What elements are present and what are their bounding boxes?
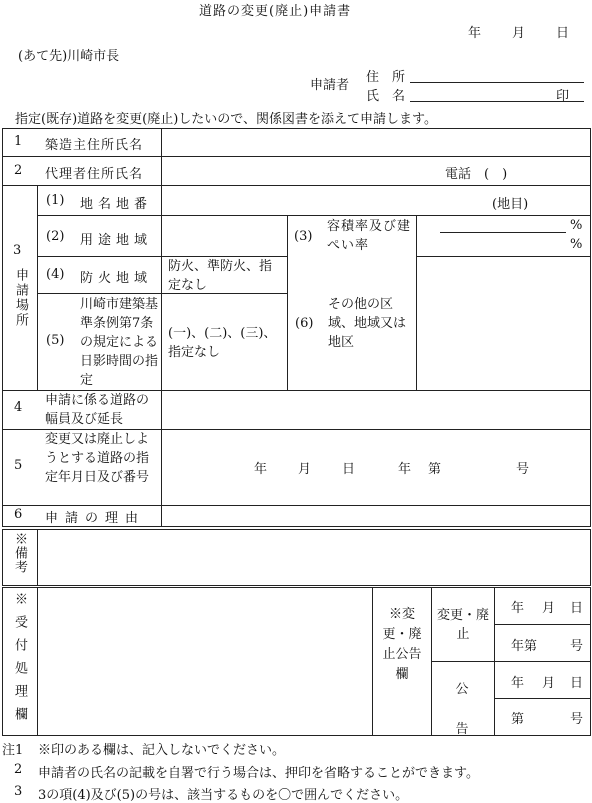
row3-number: 3 [13,243,22,258]
rec-go-1: 号 [570,639,584,654]
pct-2: % [570,237,583,252]
row5-month: 月 [298,462,312,477]
note-2-num: 2 [14,762,23,777]
addressee: (あて先)川崎市長 [18,49,120,64]
row3-1-number: (1) [46,193,65,208]
row4-label: 申請に係る道路の幅員及び延長 [45,393,150,427]
row5-num-dai: 第 [428,462,442,477]
rec-go-2: 号 [570,712,584,727]
row3-1-label: 地名地番 [80,197,153,212]
note-3-text: 3の項(4)及び(5)の号は、該当するものを〇で囲んでください。 [38,788,409,803]
change-abolish-label: 変更・廃止 [436,608,489,642]
rec-day-1: 日 [570,601,584,616]
rec-month-1: 月 [542,601,556,616]
rec-year-1: 年 [511,601,525,616]
row2-number: 2 [14,163,23,178]
row3-5-number: (5) [46,333,65,348]
seal-mark: 印 [556,89,570,104]
row3-4-options: 防火、準防火、指定なし [168,259,273,293]
row6-label: 申請の理由 [45,511,146,526]
row2-phone: 電話 ( ) [445,167,508,182]
row3-4-label: 防火地域 [80,271,153,286]
row3-2-number: (2) [46,229,65,244]
row1-number: 1 [14,134,23,149]
notice-label: 公 告 [455,682,482,737]
row5-label: 変更又は廃止しようとする道路の指定年月日及び番号 [45,432,150,485]
row1-input[interactable] [165,131,585,153]
row5-day: 日 [342,462,356,477]
row5-year: 年 [254,462,268,477]
row3-2-label: 用途地域 [80,233,153,248]
date-day-label: 日 [556,26,570,41]
row3-1-land-category: (地目) [492,197,529,212]
row3-3-number: (3) [294,229,313,244]
row3-3-label: 容積率及び建ぺい率 [327,219,412,253]
row3-6-label: その他の区域、地域又は地区 [328,297,407,350]
floor-area-ratio-field[interactable] [440,232,566,233]
rec-year-2: 年 [511,676,525,691]
remarks-box [2,529,591,586]
notice-column-label: ※変更・廃止公告欄 [382,607,422,682]
row5-number: 5 [14,458,23,473]
address-field[interactable] [410,82,584,83]
row2-label: 代理者住所氏名 [45,167,144,182]
row3-side-label: 申請場所 [13,268,28,328]
note-3-num: 3 [14,784,23,799]
row4-number: 4 [14,400,23,415]
rec-month-2: 月 [542,676,556,691]
rec-year-num-1: 年第 [511,639,538,654]
row3-5-label: 川崎市建築基準条例第7条の規定による日影時間の指定 [80,297,159,388]
address-label: 住 所 [366,70,406,85]
note-1-text: ※印のある欄は、記入しないでください。 [38,743,286,758]
row3-5-options: (一)、(二)、(三)、指定なし [168,326,277,360]
rec-day-2: 日 [570,676,584,691]
row5-num-go: 号 [516,462,530,477]
note-2-text: 申請者の氏名の記載を自署で行う場合は、押印を省略することができます。 [38,766,479,781]
date-month-label: 月 [512,26,526,41]
applicant-label: 申請者 [310,78,350,93]
pct-1: % [570,218,583,233]
rec-dai-2: 第 [511,712,525,727]
row3-4-number: (4) [46,267,65,282]
date-year-label: 年 [468,26,482,41]
form-title: 道路の変更(廃止)申請書 [199,4,352,19]
reception-label: ※受付処理欄 [12,592,27,730]
row6-number: 6 [14,507,23,522]
row1-label: 築造主住所氏名 [45,138,144,153]
intro-text: 指定(既存)道路を変更(廃止)したいので、関係図書を添えて申請します。 [15,112,437,127]
remarks-label: ※備考 [12,532,27,574]
note-1-num: 注1 [2,743,24,758]
name-label: 氏 名 [366,89,406,104]
row5-num-year: 年 [398,462,412,477]
row3-6-number: (6) [295,316,314,331]
